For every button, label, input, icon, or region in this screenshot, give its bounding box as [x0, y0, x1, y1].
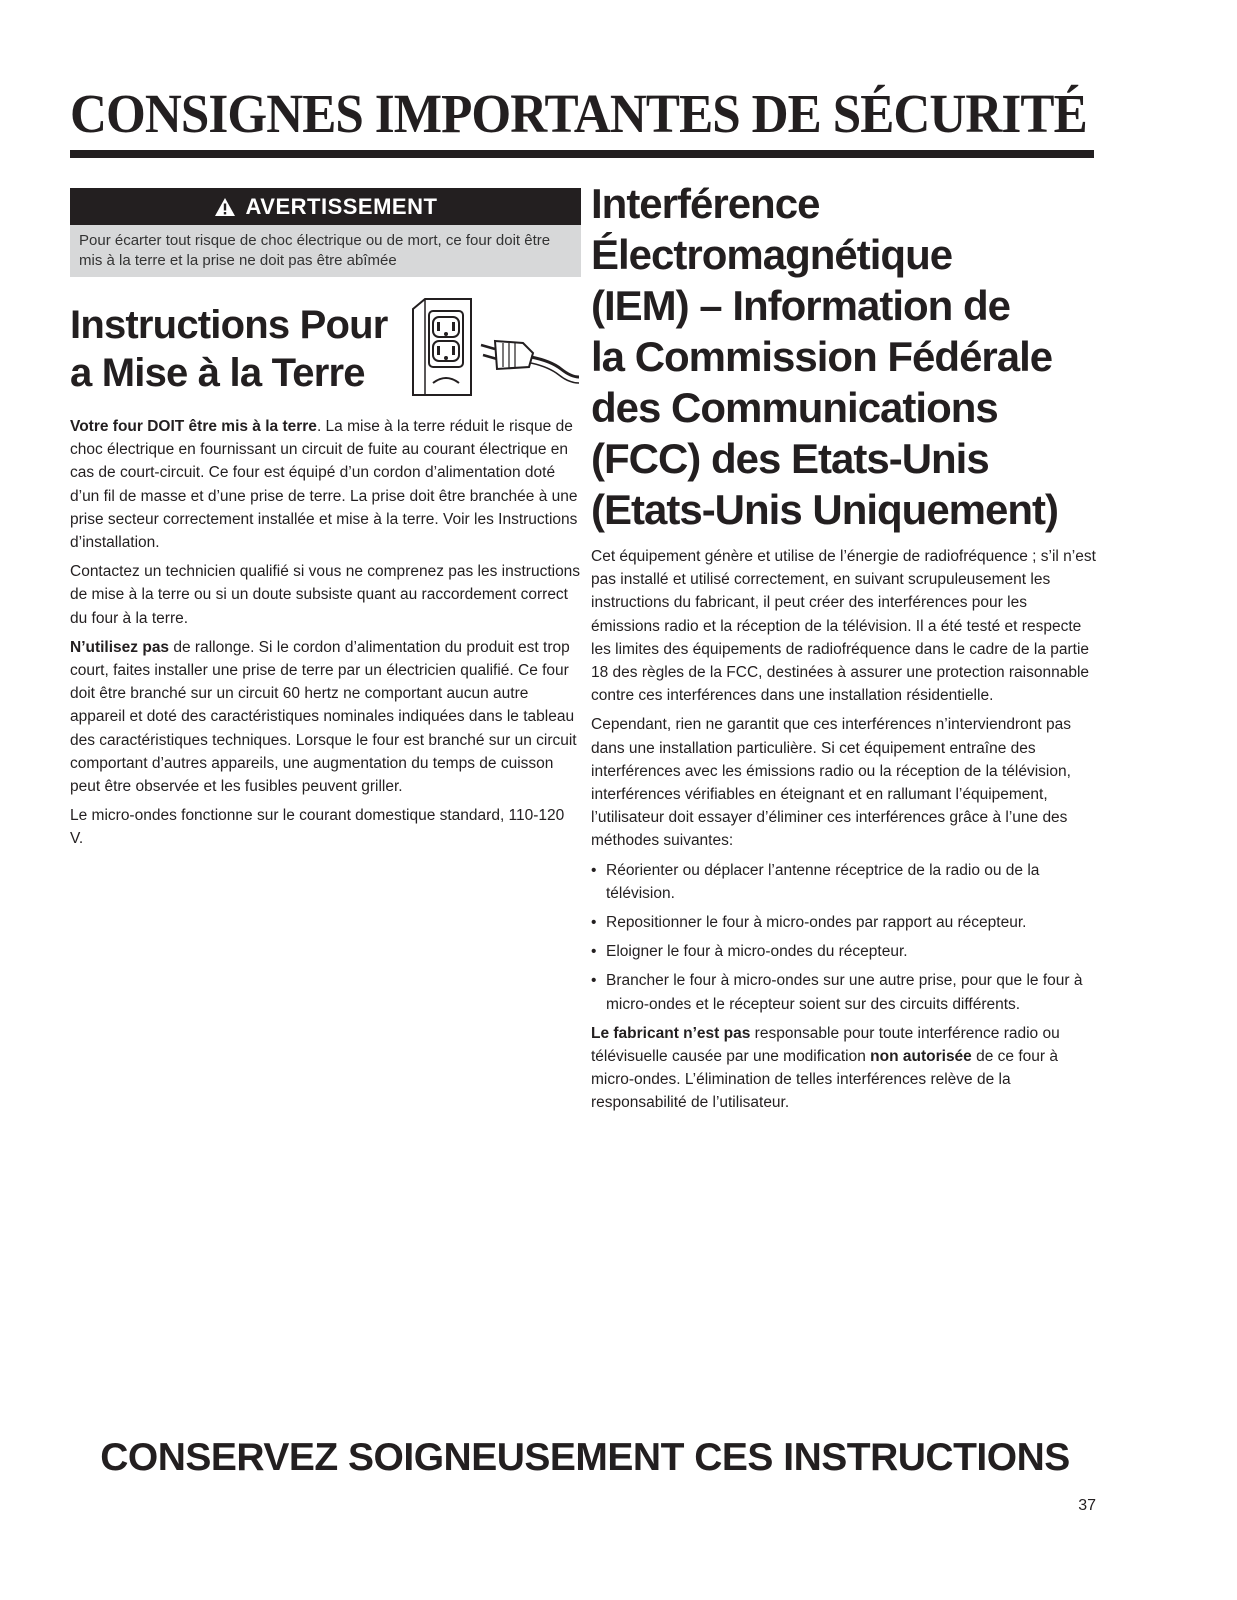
grounding-paragraph-1: Votre four DOIT être mis à la terre. La mise à la terre réduit le risque de choc électrique en fournissant un circuit de fuite au courant électrique en cas de court-circuit. Ce four est équipé d’un cordon d’alimentation doté d’un fil de masse et d’une prise de terre. La prise doit être branchée à une prise secteur correctement installée et mise à la terre. Voir les Instructions d’installation.	[70, 418, 578, 552]
page-title: CONSIGNES IMPORTANTES DE SÉCURITÉ	[70, 83, 1087, 144]
list-item: • Brancher le four à micro-ondes sur une autre prise, pour que le four à micro-ondes et le récepteur soient sur des circuits différents.	[591, 972, 1083, 1013]
grounding-body	[70, 415, 581, 851]
warning-header	[70, 188, 581, 225]
emi-paragraph-3: Le fabricant n’est pas responsable pour toute interférence radio ou télévisuelle causée par une modification non autorisée de ce four à micro-ondes. L’élimination de telles interférences relève de la responsabilité de l’utilisateur.	[591, 1024, 1060, 1112]
warning-triangle-icon	[214, 197, 236, 217]
list-item: • Réorienter ou déplacer l’antenne réceptrice de la radio ou de la télévision.	[591, 861, 1040, 902]
grounding-heading	[70, 301, 388, 397]
list-item: • Repositionner le four à micro-ondes par rapport au récepteur.	[591, 914, 1027, 932]
title-rule	[70, 150, 1094, 158]
warning-label: AVERTISSEMENT	[245, 193, 438, 219]
grounding-heading-area	[70, 277, 581, 415]
grounding-heading-line1: Instructions Pour	[70, 303, 388, 347]
list-item: • Eloigner le four à micro-ondes du récepteur.	[591, 943, 908, 961]
emi-paragraph-2: Cependant, rien ne garantit que ces interférences n’interviendront pas dans une installation particulière. Si cet équipement entraîne des interférences avec les émissions radio ou la réception de la télévision, interférences vérifiables en éteignant et en rallumant l’équipement, l’utilisateur doit essayer d’éliminer ces interférences grâce à l’une des méthodes suivantes:	[591, 716, 1071, 850]
right-column	[591, 178, 1096, 1121]
grounding-paragraph-2: Contactez un technicien qualifié si vous ne comprenez pas les instructions de mise à la terre ou si un doute subsiste quant au raccordement correct du four à la terre.	[70, 563, 581, 627]
outlet-plug-icon	[411, 297, 581, 397]
emi-paragraph-1: Cet équipement génère et utilise de l’énergie de radiofréquence ; s’il n’est pas installé et utilisé correctement, en suivant scrupuleusement les instructions du fabricant, il peut créer des interférences pour les émissions radio et la réception de la télévision. Il a été testé et respecte les limites des équipements de radiofréquence dans le cadre de la partie 18 des règles de la FCC, destinées à assurer une protection raisonnable contre ces interférences dans une installation résidentielle.	[591, 548, 1096, 705]
left-column	[70, 188, 581, 857]
emi-heading: Interférence Électromagnétique (IEM) – Information de la Commission Fédérale des Communications (FCC) des Etats-Unis (Etats-Unis Uniquement)	[591, 180, 1059, 533]
footer-banner: CONSERVEZ SOIGNEUSEMENT CES INSTRUCTIONS	[100, 1436, 1070, 1479]
emi-bullet-list	[591, 859, 1096, 1016]
grounding-paragraph-4: Le micro-ondes fonctionne sur le courant domestique standard, 110-120 V.	[70, 807, 565, 848]
page-number: 37	[1078, 1497, 1096, 1514]
emi-body	[591, 545, 1096, 1115]
warning-box	[70, 188, 581, 277]
grounding-heading-line2: a Mise à la Terre	[70, 351, 365, 395]
grounding-paragraph-3: N’utilisez pas de rallonge. Si le cordon d’alimentation du produit est trop court, faites installer une prise de terre par un électricien qualifié. Ce four doit être branché sur un circuit 60 hertz ne comportant aucun autre appareil et doté des caractéristiques nominales indiquées dans le tableau des caractéristiques techniques. Lorsque le four est branché sur un circuit comportant d’autres appareils, une augmentation du temps de cuisson peut être observée et les fusibles peuvent griller.	[70, 638, 577, 796]
warning-text: Pour écarter tout risque de choc électrique ou de mort, ce four doit être mis à la terre et la prise ne doit pas être abîmée	[79, 232, 551, 269]
